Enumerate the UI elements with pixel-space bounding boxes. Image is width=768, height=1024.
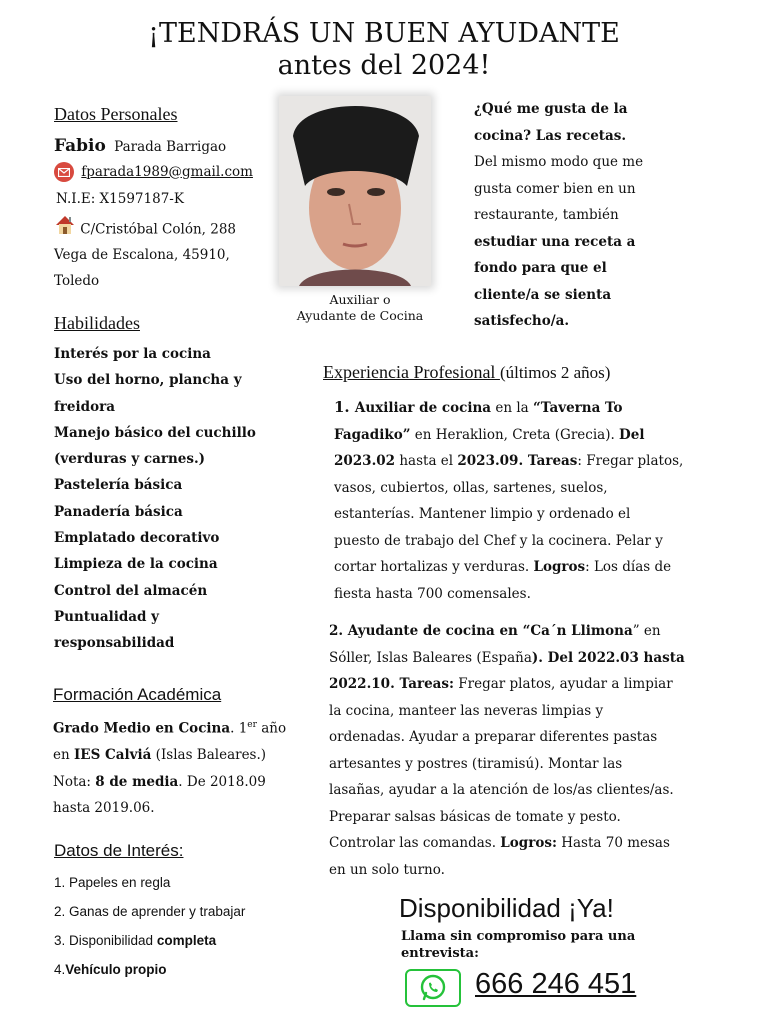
- house-icon: [54, 214, 76, 246]
- about-line: cliente/a se sienta: [474, 286, 612, 303]
- en-word: en: [53, 747, 74, 763]
- page-title: [0, 18, 768, 82]
- job-text: Controlar las comandas.: [329, 835, 501, 851]
- experience-heading-row: [323, 362, 610, 383]
- job-1: [334, 394, 704, 607]
- job-text: estanterías. Mantener limpio y ordenado el: [334, 506, 631, 522]
- call-line-1: Llama sin compromiso para una: [401, 929, 636, 944]
- about-line: satisfecho/a.: [474, 313, 570, 329]
- interest-item: [54, 926, 245, 955]
- email-row: [54, 162, 253, 182]
- job-text: en la: [491, 400, 533, 416]
- job-text: hasta el: [395, 453, 458, 469]
- job-place: Fagadiko”: [334, 426, 411, 443]
- job-label: Tareas: [527, 453, 578, 469]
- photo-caption-line-2: Ayudante de Cocina: [296, 308, 424, 323]
- period-end: hasta 2019.06.: [53, 800, 155, 816]
- job-date: 2023.02: [334, 453, 396, 469]
- job-role: Auxiliar de cocina: [354, 400, 492, 416]
- interest-item: 1. Papeles en regla: [54, 875, 171, 890]
- experience-heading: Experiencia Profesional: [323, 362, 500, 382]
- job-text: ordenadas. Ayudar a preparar diferentes pastas: [329, 729, 658, 745]
- job-2: [329, 618, 709, 883]
- grade-value: 8 de media: [95, 773, 179, 790]
- skills-list: [54, 341, 256, 657]
- title-line-2: antes del 2024!: [277, 50, 491, 81]
- interest-heading: Datos de Interés:: [54, 841, 184, 860]
- job-text: : Fregar platos,: [577, 453, 684, 469]
- photo-caption-line-1: Auxiliar o: [329, 292, 391, 307]
- skill-item: Interés por la cocina: [54, 346, 211, 362]
- job-date: 2023.09.: [457, 453, 528, 469]
- education-text: [53, 712, 286, 822]
- last-name: Parada Barrigao: [114, 139, 227, 155]
- job-text: ” en: [632, 623, 661, 639]
- job-text: fiesta hasta 700 comensales.: [334, 585, 531, 602]
- job-label: Logros: [533, 559, 586, 575]
- school-location: (Islas Baleares.): [151, 747, 267, 763]
- job-text: vasos, cubiertos, ollas, sartenes, suelos,: [334, 479, 608, 496]
- job-label: . Tareas:: [390, 676, 454, 692]
- grade-label: Nota:: [53, 773, 96, 790]
- job-text: puesto de trabajo del Chef y la cocinera. Pelar y: [334, 532, 663, 549]
- about-text: [474, 96, 643, 335]
- skill-item: responsabilidad: [54, 635, 175, 652]
- job-role: 2. Ayudante de cocina en “Ca´n Llimona: [329, 623, 633, 639]
- school: IES Calviá: [73, 747, 152, 763]
- address-line-3: Toledo: [54, 273, 100, 289]
- experience-subheading: (últimos 2 años): [499, 363, 611, 382]
- job-text: lasañas, ayudar a la atención de los/as clientes/as.: [329, 782, 674, 798]
- job-number: 1.: [334, 398, 355, 416]
- availability-title: Disponibilidad ¡Ya!: [399, 893, 614, 923]
- year-number: . 1: [230, 720, 248, 737]
- skills-heading: Habilidades: [54, 313, 140, 333]
- skill-item: Limpieza de la cocina: [54, 556, 218, 573]
- interest-text: 4.: [54, 962, 66, 977]
- skill-item: Pastelería básica: [54, 477, 183, 494]
- job-location: Sóller, Islas Baleares (España: [329, 649, 532, 666]
- about-line: Del mismo modo que me: [474, 154, 644, 170]
- mail-icon: [54, 162, 74, 182]
- year-word: año: [256, 720, 287, 737]
- phone-number[interactable]: 666 246 451: [475, 968, 637, 1000]
- address-line-2: Vega de Escalona, 45910,: [54, 246, 230, 263]
- skill-item: (verduras y carnes.): [54, 451, 206, 468]
- about-line: estudiar una receta a: [474, 233, 636, 250]
- about-line: gusta comer bien en un: [474, 180, 636, 197]
- about-line: ¿Qué me gusta de la: [474, 101, 628, 117]
- title-line-1: ¡TENDRÁS UN BUEN AYUDANTE: [148, 18, 620, 49]
- interest-strong: completa: [156, 933, 217, 948]
- interest-list: [54, 868, 245, 984]
- job-text: Hasta 70 mesas: [556, 835, 670, 851]
- job-label: Logros:: [500, 835, 557, 851]
- skill-item: Uso del horno, plancha y: [54, 372, 242, 389]
- first-name: Fabio: [54, 136, 106, 156]
- skill-item: Puntualidad y: [54, 608, 160, 625]
- personal-heading: Datos Personales: [54, 104, 178, 124]
- degree: Grado Medio en Cocina: [53, 720, 231, 737]
- address: [54, 214, 236, 295]
- whatsapp-icon[interactable]: [405, 969, 461, 1007]
- profile-photo: [279, 96, 431, 286]
- skill-item: Manejo básico del cuchillo: [54, 424, 256, 441]
- about-line: cocina? Las recetas.: [474, 127, 627, 144]
- about-line: fondo para que el: [474, 260, 607, 276]
- education-heading: Formación Académica: [53, 685, 222, 704]
- address-line-1: C/Cristóbal Colón, 288: [80, 221, 237, 238]
- job-date: ). Del 2022.03 hasta: [531, 649, 685, 666]
- nie: N.I.E: X1597187-K: [56, 191, 184, 207]
- interest-item: [54, 955, 245, 984]
- skill-item: freidora: [54, 398, 115, 415]
- job-location: en Heraklion, Creta (Grecia).: [410, 426, 620, 443]
- job-place: “Taverna To: [532, 400, 623, 416]
- interest-text: 3. Disponibilidad: [54, 933, 157, 948]
- period-start: . De 2018.09: [178, 773, 266, 790]
- photo-caption: [280, 292, 440, 324]
- skill-item: Panadería básica: [54, 503, 183, 520]
- call-line-2: entrevista:: [401, 946, 479, 961]
- job-text: artesantes y postres (tiramisú). Montar las: [329, 755, 623, 772]
- job-text: en un solo turno.: [329, 861, 445, 878]
- interest-item: 2. Ganas de aprender y trabajar: [54, 904, 246, 919]
- skill-item: Control del almacén: [54, 582, 208, 599]
- call-text: [401, 928, 635, 962]
- job-text: Del: [619, 426, 645, 443]
- job-text: Fregar platos, ayudar a limpiar: [454, 676, 673, 692]
- job-text: la cocina, manteer las neveras limpias y: [329, 702, 604, 719]
- about-line: restaurante, también: [474, 207, 619, 223]
- skill-item: Emplatado decorativo: [54, 530, 220, 547]
- job-text: cortar hortalizas y verduras.: [334, 559, 534, 575]
- year-superscript: er: [247, 720, 257, 730]
- job-text: : Los días de: [585, 559, 672, 575]
- interest-strong: Vehículo propio: [65, 962, 167, 977]
- job-date: 2022.10: [329, 676, 391, 692]
- job-text: Preparar salsas básicas de tomate y pesto.: [329, 808, 621, 825]
- full-name: [54, 136, 226, 156]
- email-link[interactable]: fparada1989@gmail.com: [81, 163, 253, 180]
